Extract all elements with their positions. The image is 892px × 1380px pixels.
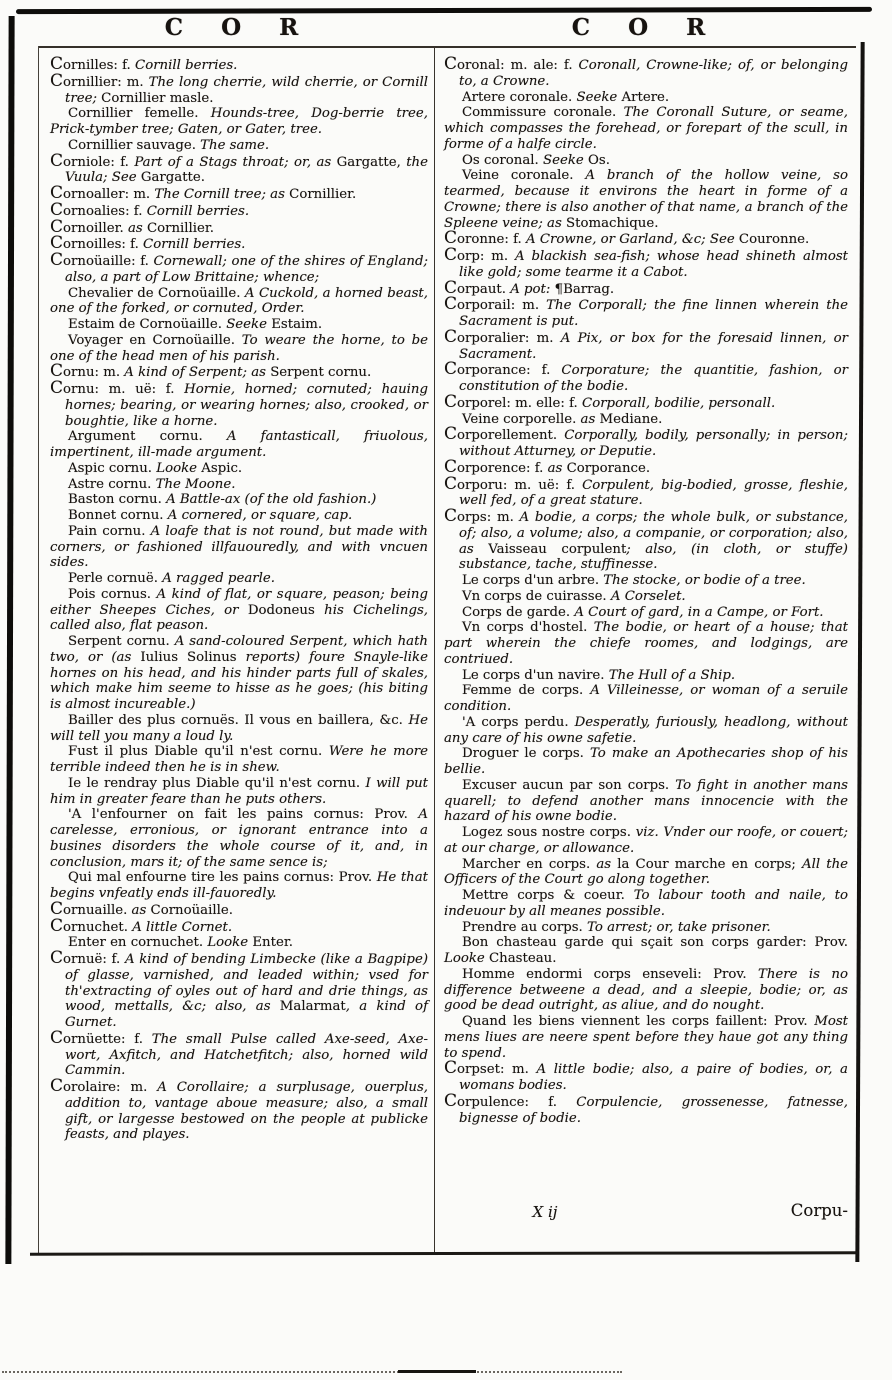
dictionary-entry [444,920,848,936]
entry-definition-text: Looke [444,951,489,966]
entry-headword-text: Cornüette: f. [50,1027,152,1048]
entry-headword-text: Homme endormi corps enseveli: Prov. [462,966,758,982]
dictionary-entry [50,378,428,429]
entry-headword-text: Cornillier: m. [50,70,149,91]
dictionary-entry [444,54,848,90]
dictionary-entry [444,424,848,460]
entry-headword-text: Corps: m. [444,506,520,526]
entry-headword-text: Bon chasteau garde qui sçait son corps garder: Prov. [462,935,848,951]
entry-definition-text: A Pix, or box for the foresaid linnen, or Sacrament. [459,330,848,362]
dictionary-entry [50,286,428,318]
entry-headword-text: Estaim de Cornoüaille. [68,317,227,332]
entry-definition-text: Cornill berries. [135,58,238,73]
entry-definition-text: Seeke [576,89,622,105]
entry-definition-text: The Moone. [155,476,236,492]
entry-headword-text: Artere coronale. [462,89,577,105]
entry-headword-text: Corporel: m. elle: f. [444,391,583,412]
entry-definition-text: Were he more terrible indeed then he is in shew. [50,744,428,775]
entry-headword-text: Cornuë: f. [50,948,125,968]
dictionary-entry [444,228,848,249]
dictionary-entry [444,412,848,428]
dictionary-entry [50,333,428,365]
entry-headword-text: Quand les biens viennent les corps faillent: Prov. [462,1014,815,1029]
dictionary-entry [50,492,428,508]
entry-definition-text: viz. Vnder our roofe, or couert; at our charge, or allowance. [444,825,848,856]
entry-definition-text: All the Officers of the Court go along together. [444,856,848,888]
entry-definition-text: A blackish sea-fish; whose head shineth almost like gold; some tearme it a Cabot. [459,249,848,280]
entry-headword-text: Cornillier. [146,220,215,236]
entry-headword-text: Aspic cornu. [68,460,157,476]
dictionary-entry [444,277,848,298]
entry-headword-text: Commissure coronale. [462,105,624,121]
entry-headword-text: Os. [587,152,610,168]
dictionary-entry [444,746,848,778]
scan-artifact-line [2,1371,622,1373]
entry-headword-text: Corporalier: m. [444,326,561,347]
dictionary-entry [50,634,428,713]
entry-definition-text: Desperatly, furiously, headlong, without any care of his owne safetie. [444,714,848,746]
entry-definition-text: I will put him in greater feare than he puts others. [50,775,429,807]
entry-headword-text: Qui mal enfourne tire les pains cornus: Prov. [68,870,377,886]
entry-headword-text: Vaisseau corpulent [488,541,627,557]
header-rule [38,46,856,48]
entry-headword-text: Vn corps de cuirasse. [462,588,611,604]
dictionary-entry [50,216,428,237]
entry-headword-text: Dodoneus [247,602,325,618]
entry-headword-text: Bonnet cornu. [68,508,168,523]
entry-headword-text: 'A corps perdu. [462,714,575,730]
entry-headword-text: Coronne: f. [444,228,527,249]
entry-definition-text: Cornill berries. [143,237,246,253]
entry-headword-text: Veine corporelle. [462,411,581,427]
entry-definition-text: A branch of the hollow veine, so tearmed, because it environs the heart in forme of a Crowne; there is also another of that name, a branch of the Spleene veine; as [444,168,849,231]
entry-headword-text: Cornoaller: m. [50,183,155,203]
left-border-rule [38,46,39,1254]
entry-headword-text: Cornillier. [289,187,357,202]
dictionary-entry [444,245,848,281]
entry-definition-text: the Vuula; See [65,154,428,186]
entry-definition-text: The same. [200,137,270,153]
entry-definition-text: The stocke, or bodie of a tree. [603,573,806,588]
dictionary-entry [50,571,428,587]
entry-definition-text: as [131,902,151,918]
dictionary-entry [50,713,428,745]
entry-definition-text: The Corporall; the fine linnen wherein the Sacrament is put. [459,298,849,329]
entry-headword-text: Cornuaille. [50,898,132,919]
entry-headword-text: Aspic. [201,460,243,476]
entry-headword-text: Gargatte. [140,170,205,186]
entry-headword-text: Argument cornu. [68,429,227,445]
dictionary-entry [50,1076,428,1143]
entry-definition-text: Corporall, bodilie, personall. [582,395,776,411]
entry-headword-text: Cornillier femelle. [68,106,211,122]
entry-definition-text: A pot: [510,281,555,297]
dictionary-entry [444,168,848,231]
entry-headword-text: Corps de garde. [462,604,575,620]
entry-headword-text: Coronal: m. ale: f. [444,54,579,74]
dictionary-entry [50,461,428,477]
entry-definition-text: The Coronall Suture, or seame, which compasses the forehead, or forepart of the scull, in forme of a halfe circle. [444,105,848,152]
entry-headword-text: Prendre au corps. [462,919,588,935]
entry-definition-text: Most mens liues are neere spent before they haue got any thing to spend. [444,1014,848,1061]
entry-definition-text: Cornill berries. [146,203,250,219]
dictionary-entry [444,1090,848,1127]
right-column [444,54,849,1126]
dictionary-entry [50,1027,428,1079]
dictionary-entry [444,391,848,412]
entry-headword-text: Enter. [252,935,293,951]
entry-definition-text: To arrest; or, take prisoner. [587,919,771,935]
dictionary-entry [50,183,428,203]
entry-definition-text: A Court of gard, in a Campe, or Fort. [574,604,824,620]
entry-headword-text: Malarmat [279,999,346,1015]
entry-definition-text: A little Cornet. [132,919,233,935]
entry-definition-text: To make an Apothecaries shop of his bellie. [444,746,849,777]
entry-headword-text: Voyager en Cornoüaille. [68,332,242,348]
dictionary-entry [444,1058,848,1094]
entry-headword-text: Vn corps d'hostel. [462,620,594,636]
entry-headword-text: Baston cornu. [68,492,167,508]
entry-definition-text: To labour tooth and naile, to indeuour by all meanes possible. [444,888,848,919]
entry-headword-text: Bailler des plus cornuës. Il vous en baillera, &c. [68,712,409,728]
dictionary-entry [444,605,848,621]
dictionary-entry [444,715,848,747]
dictionary-entry [50,250,428,286]
entry-definition-text: A little bodie; also, a paire of bodies, or, a womans bodies. [459,1062,848,1093]
dictionary-entry [444,473,849,510]
dictionary-entry [50,935,428,951]
dictionary-entry [444,105,848,152]
dictionary-entry [50,870,428,902]
entry-definition-text: He will tell you many a loud ly. [50,712,428,744]
entry-headword-text: Corporail: m. [444,294,547,315]
entry-definition-text: The long cherrie, wild cherrie, or Cornill tree; [65,74,429,106]
entry-headword-text: Astre cornu. [68,476,156,492]
running-head-left: C O R [164,14,314,41]
entry-headword-text: Corporance. [566,460,651,476]
entry-definition-text: Cornewall; one of the shires of England; also, a part of Low Brittaine; whence; [65,254,428,285]
entry-headword-text: Cornoalies: f. [50,199,147,220]
dictionary-entry [444,326,848,363]
entry-headword-text: Corpaut. [444,277,511,298]
entry-definition-text: The small Pulse called Axe-seed, Axe-wort, Axfitch, and Hatchetfitch; also, horned wild Cammin. [65,1031,428,1079]
entry-definition-text: Looke [207,935,253,951]
entry-headword-text: Iulius Solinus [140,649,246,665]
entry-headword-text: Le corps d'un arbre. [462,573,604,588]
entry-headword-text: Corolaire: m. [50,1076,158,1096]
entry-definition-text: A kind of flat, or square, peason; being either Sheepes Ciches, or [50,586,428,618]
bottom-border-rule [30,1251,858,1255]
dictionary-entry [50,106,428,138]
entry-headword-text: Enter en cornuchet. [68,935,208,951]
entry-definition-text: The Cornill tree; as [154,187,290,202]
scan-artifact-line-dark [398,1370,476,1373]
entry-headword-text: Cornu: m. [50,361,125,382]
entry-headword-text: Droguer le corps. [462,746,590,762]
entry-headword-text: Stomachique. [566,215,659,231]
entry-definition-text: There is no difference betweene a dead, and a sleepie, bodie; or, as good be dead outright, as aliue, and do nought. [444,966,848,1014]
entry-definition-text: as [127,220,147,236]
entry-definition-text: To weare the horne, to be one of the head men of his parish. [50,332,428,364]
dictionary-entry [444,573,848,589]
dictionary-entry [444,90,848,106]
entry-definition-text: He that begins vnfeatly ends ill-fauoredly. [50,870,428,901]
dictionary-entry [444,359,848,395]
entry-headword-text: Mediane. [599,411,663,427]
entry-headword-text: la Cour marche en corps; [617,856,802,872]
entry-headword-text: Corporence: f. [444,456,548,477]
entry-headword-text: Cornoiller. [50,216,128,237]
entry-headword-text: Pois cornus. [68,586,157,602]
entry-definition-text: A carelesse, erronious, or ignorant entrance into a busines disorders the whole course of it, and, in conclusion, mars it; of the same sence is; [50,807,428,870]
dictionary-entry [444,668,848,684]
entry-definition-text: The bodie, or heart of a house; that part wherein the chiefe roomes, and lodgings, are contriued. [444,620,848,667]
entry-headword-text: Cornoilles: f. [50,233,144,254]
entry-definition-text: ; also, (in cloth, or stuffe) substance, tache, stuffinesse. [459,541,848,573]
dictionary-entry [50,898,428,919]
dictionary-entry [444,683,848,715]
entry-headword-text: Ie le rendray plus Diable qu'il n'est cornu. [68,775,366,791]
entry-headword-text: Le corps d'un navire. [462,667,609,683]
page-right-edge-line [855,42,864,1262]
entry-definition-text: Corporally, bodily, personally; in person; without Atturney, or Deputie. [459,428,848,459]
dictionary-entry [444,825,848,857]
entry-headword-text: Corp: m. [444,245,515,265]
dictionary-entry [50,744,428,776]
entry-headword-text: Chevalier de Cornoüaille. [68,285,245,301]
entry-definition-text: A ragged pearle. [162,571,275,586]
entry-definition-text: as [596,856,618,872]
entry-definition-text: A cornered, or square, cap. [167,508,353,523]
entry-headword-text: Marcher en corps. [462,856,597,872]
entry-headword-text: Excuser aucun par son corps. [462,777,676,793]
entry-definition-text: as [547,460,567,476]
entry-headword-text: Veine coronale. [462,168,586,184]
entry-headword-text: Cornoüaille: f. [50,250,154,270]
entry-headword-text: Femme de corps. [462,683,591,699]
entry-definition-text: , a kind of Gurnet. [65,999,428,1030]
entry-headword-text: Corporellement. [444,424,565,445]
dictionary-entry [50,429,428,461]
entry-headword-text: Corporance: f. [444,359,562,380]
running-head-right: C O R [571,14,721,41]
dictionary-entry [444,620,848,667]
entry-definition-text: The Hull of a Ship. [608,667,736,683]
dictionary-entry [444,153,848,169]
dictionary-entry [50,54,428,74]
entry-definition-text: Corporature; the quantitie, fashion, or constitution of the bodie. [459,363,848,394]
dictionary-entry [444,857,848,889]
dictionary-entry [50,317,428,333]
dictionary-entry [444,589,848,605]
entry-headword-text: Corpset: m. [444,1058,537,1079]
entry-definition-text: Seeke [542,152,588,168]
quire-signature: X ij [532,1203,558,1221]
entry-definition-text: A loafe that is not round, but made with corners, or fashioned illfauouredly, and with vncuen sides. [50,523,428,571]
entry-headword-text: Gargatte, [336,154,407,170]
dictionary-entry [50,199,428,220]
dictionary-entry [50,508,428,524]
entry-headword-text: Fust il plus Diable qu'il n'est cornu. [68,744,329,760]
entry-definition-text: A kind of Serpent; as [124,365,271,381]
column-divider-rule [434,46,435,1254]
entry-headword-text: 'A l'enfourner on fait les pains cornus: Prov. [68,807,419,823]
dictionary-entry [50,150,428,187]
entry-headword-text: Chasteau. [489,951,557,966]
entry-headword-text: Corniole: f. [50,150,135,171]
entry-headword-text: Cornilles: f. [50,54,136,74]
entry-definition-text: To fight in another mans quarell; to defend another mans innocencie with the hazard of his owne bodie. [444,777,849,825]
entry-definition-text: A kind of bending Limbecke (like a Bagpipe) of glasse, varnished, and leaded within; vsed for th'extracting of oyles out of hard and drie things, as wood, mettalls, &c; also, as [65,952,429,1015]
entry-headword-text: Cornoüaille. [150,902,233,918]
entry-headword-text: Pain cornu. [68,523,151,539]
dictionary-entry [50,138,428,154]
entry-headword-text: Logez sous nostre corps. [462,825,636,840]
entry-definition-text: Looke [156,460,202,476]
entry-definition-text: his Cichelings, called also, flat peason. [50,602,429,634]
entry-definition-text: A fantasticall, friuolous, impertinent, ill-made argument. [50,429,428,460]
dictionary-entry [444,935,848,967]
entry-headword-text: Corpulence: f. [444,1090,577,1111]
entry-definition-text: A Crowne, or Garland, &c; See [526,232,739,248]
dictionary-entry [50,477,428,493]
entry-headword-text: Os coronal. [462,152,543,168]
entry-definition-text: A Corollaire; a surplusage, ouerplus, addition to, vantage aboue measure; also, a small gift, or largesse bestowed on the people at publicke feasts, and playes. [65,1080,428,1143]
entry-headword-text: Serpent cornu. [270,365,372,381]
entry-definition-text: A sand-coloured Serpent, which hath two, or (as [50,634,428,665]
dictionary-entry [444,294,849,330]
dictionary-entry [444,888,848,920]
dictionary-entry [50,807,428,870]
dictionary-entry [444,506,848,573]
left-column [50,54,429,1143]
entry-headword-text: Serpent cornu. [68,634,175,649]
entry-definition-text: as [580,411,600,427]
entry-definition-text: Corpulent, big-bodied, grosse, fleshie, well fed, of a great stature. [459,477,849,509]
entry-headword-text: Perle cornuë. [68,571,163,586]
entry-headword-text: Corporu: m. uë: f. [444,473,583,494]
dictionary-entry [50,524,428,571]
dictionary-entry [444,967,848,1014]
book-spine-shadow [5,16,14,1264]
entry-definition-text: A Cuckold, a horned beast, one of the forked, or cornuted, Order. [50,285,429,317]
dictionary-entry [50,587,428,634]
entry-definition-text: A Corselet. [610,588,686,604]
dictionary-entry [444,1014,848,1061]
dictionary-entry [50,915,428,936]
entry-headword-text: Cornillier sauvage. [68,137,201,153]
entry-headword-text: Estaim. [271,317,323,332]
catchword: Corpu- [790,1201,848,1220]
entry-headword-text: Mettre corps & coeur. [462,888,634,903]
entry-headword-text: Cornuchet. [50,915,133,936]
entry-definition-text: Hounds-tree, Dog-berrie tree, Prick-tymber tree; Gaten, or Gater, tree. [50,106,428,137]
dictionary-entry [444,456,848,477]
dictionary-entry [50,233,428,254]
dictionary-entry [50,361,428,382]
entry-headword-text: Artere. [621,89,670,105]
dictionary-entry [50,948,429,1031]
entry-definition-text: Coronall, Crowne-like; of, or belonging to, a Crowne. [459,58,848,89]
entry-headword-text: Cornillier masle. [101,90,214,106]
entry-headword-text: Couronne. [738,232,810,248]
entry-definition-text: Hornie, horned; cornuted; hauing hornes; bearing, or wearing hornes; also, crooked, or boughtie, like a horne. [65,382,428,429]
entry-definition-text: A Villeinesse, or woman of a seruile condition. [444,683,848,714]
entry-definition-text: A bodie, a corps; the whole bulk, or substance, of; also, a volume; also, a companie, or corporation; also, as [459,510,848,557]
entry-headword-text: Cornu: m. uë: f. [50,378,185,398]
dictionary-entry [444,778,848,825]
entry-headword-text: ¶Barrag. [554,281,615,297]
entry-definition-text: reports) foure Snayle-like hornes on his head, and his hinder parts full of skales, which make him seeme to hisse as he goes; (his biting is almost incureable.) [50,649,428,712]
entry-definition-text: A Battle-ax (of the old fashion.) [166,492,377,508]
entry-definition-text: Seeke [226,317,272,332]
entry-definition-text: Corpulencie, grossenesse, fatnesse, bignesse of bodie. [459,1094,848,1126]
entry-definition-text: Part of a Stags throat; or, as [134,154,337,170]
dictionary-entry [50,776,428,808]
dictionary-entry [50,70,429,107]
